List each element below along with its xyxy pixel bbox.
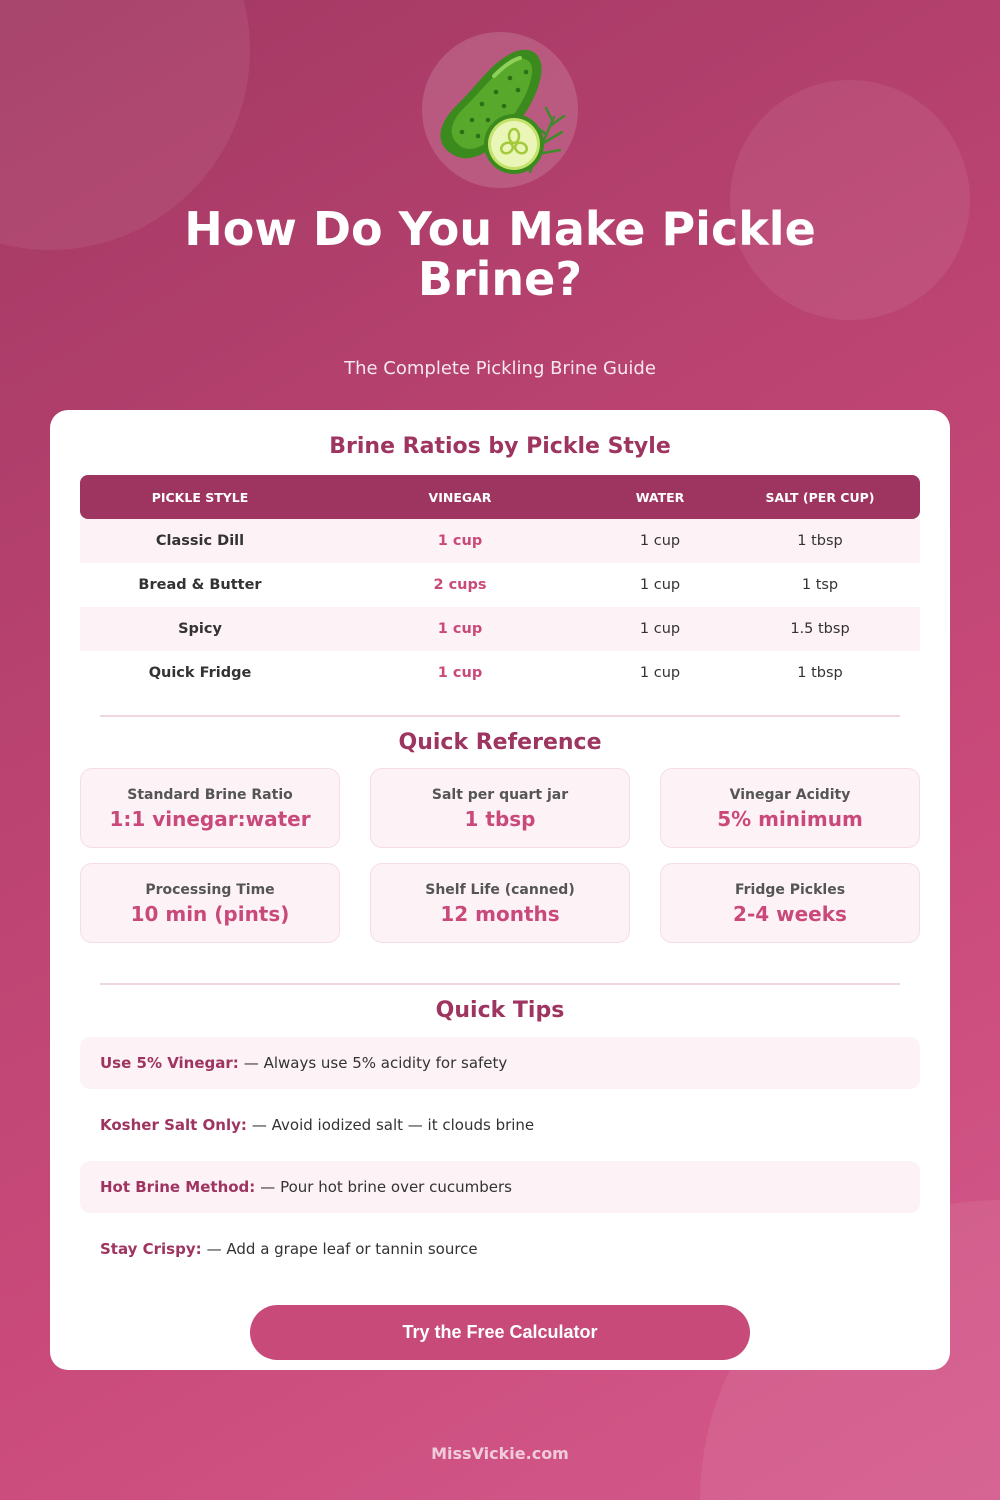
- tip-item: [80, 1161, 920, 1213]
- tip-key: Kosher Salt Only:: [100, 1116, 247, 1134]
- cell-salt: 1 tbsp: [797, 533, 843, 549]
- cell-vinegar: 2 cups: [433, 577, 487, 593]
- tip-text: — Add a grape leaf or tannin source: [206, 1240, 478, 1258]
- cell-salt: 1.5 tbsp: [790, 621, 850, 637]
- reference-label: Salt per quart jar: [431, 787, 569, 803]
- content-card: [50, 410, 950, 1370]
- tip-text: — Always use 5% acidity for safety: [243, 1054, 508, 1072]
- reference-label: Processing Time: [145, 882, 275, 898]
- brine-table-title: Brine Ratios by Pickle Style: [329, 434, 671, 459]
- table-row: [80, 651, 920, 695]
- tip-item: [80, 1037, 920, 1089]
- cell-water: 1 cup: [639, 577, 681, 593]
- cell-style: Bread & Butter: [138, 577, 262, 593]
- cell-vinegar: 1 cup: [437, 621, 483, 637]
- cell-style: Classic Dill: [155, 533, 245, 549]
- reference-label: Vinegar Acidity: [729, 787, 851, 803]
- reference-value: 10 min (pints): [130, 902, 290, 926]
- table-row: [80, 519, 920, 563]
- table-row: [80, 563, 920, 607]
- tip-item: [80, 1099, 920, 1151]
- quick-tips-title: Quick Tips: [435, 998, 565, 1023]
- cell-salt: 1 tsp: [801, 577, 839, 593]
- table-header: [80, 475, 920, 519]
- brine-ratio-table: [80, 475, 920, 695]
- section-divider: [100, 983, 900, 985]
- reference-label: Standard Brine Ratio: [127, 787, 293, 803]
- cell-water: 1 cup: [639, 665, 681, 681]
- header-salt: SALT (PER CUP): [765, 489, 875, 505]
- reference-card: [80, 863, 340, 943]
- cell-style: Quick Fridge: [148, 665, 252, 681]
- section-divider: [100, 715, 900, 717]
- tip-key: Use 5% Vinegar:: [100, 1054, 239, 1072]
- header-vinegar: VINEGAR: [428, 489, 492, 505]
- cell-vinegar: 1 cup: [437, 533, 483, 549]
- quick-reference-grid: [80, 768, 920, 943]
- reference-value: 2-4 weeks: [733, 902, 847, 926]
- quick-tips-list: [80, 1037, 920, 1285]
- page-title: How Do You Make Pickle Brine?: [184, 202, 816, 306]
- reference-value: 5% minimum: [717, 807, 863, 831]
- reference-value: 1 tbsp: [464, 807, 536, 831]
- cell-style: Spicy: [178, 621, 222, 637]
- reference-card: [660, 768, 920, 848]
- tip-text: — Pour hot brine over cucumbers: [260, 1178, 512, 1196]
- header-water: WATER: [635, 489, 685, 505]
- reference-card: [660, 863, 920, 943]
- reference-card: [80, 768, 340, 848]
- tip-key: Stay Crispy:: [100, 1240, 202, 1258]
- footer-brand: MissVickie.com: [431, 1444, 569, 1463]
- reference-card: [370, 863, 630, 943]
- reference-card: [370, 768, 630, 848]
- cell-vinegar: 1 cup: [437, 665, 483, 681]
- reference-label: Shelf Life (canned): [425, 882, 575, 898]
- quick-reference-title: Quick Reference: [398, 730, 602, 755]
- pickle-cucumber-icon: [422, 32, 578, 188]
- page-subtitle: The Complete Pickling Brine Guide: [344, 358, 656, 379]
- tip-text: — Avoid iodized salt — it clouds brine: [251, 1116, 535, 1134]
- reference-value: 1:1 vinegar:water: [109, 807, 311, 831]
- cell-salt: 1 tbsp: [797, 665, 843, 681]
- table-row: [80, 607, 920, 651]
- tip-key: Hot Brine Method:: [100, 1178, 256, 1196]
- tip-item: [80, 1223, 920, 1275]
- reference-label: Fridge Pickles: [734, 882, 846, 898]
- reference-value: 12 months: [440, 902, 560, 926]
- hero-icon-badge: [422, 32, 578, 188]
- try-calculator-button[interactable]: Try the Free Calculator: [250, 1305, 750, 1360]
- cell-water: 1 cup: [639, 533, 681, 549]
- cell-water: 1 cup: [639, 621, 681, 637]
- header-pickle-style: PICKLE STYLE: [151, 489, 249, 505]
